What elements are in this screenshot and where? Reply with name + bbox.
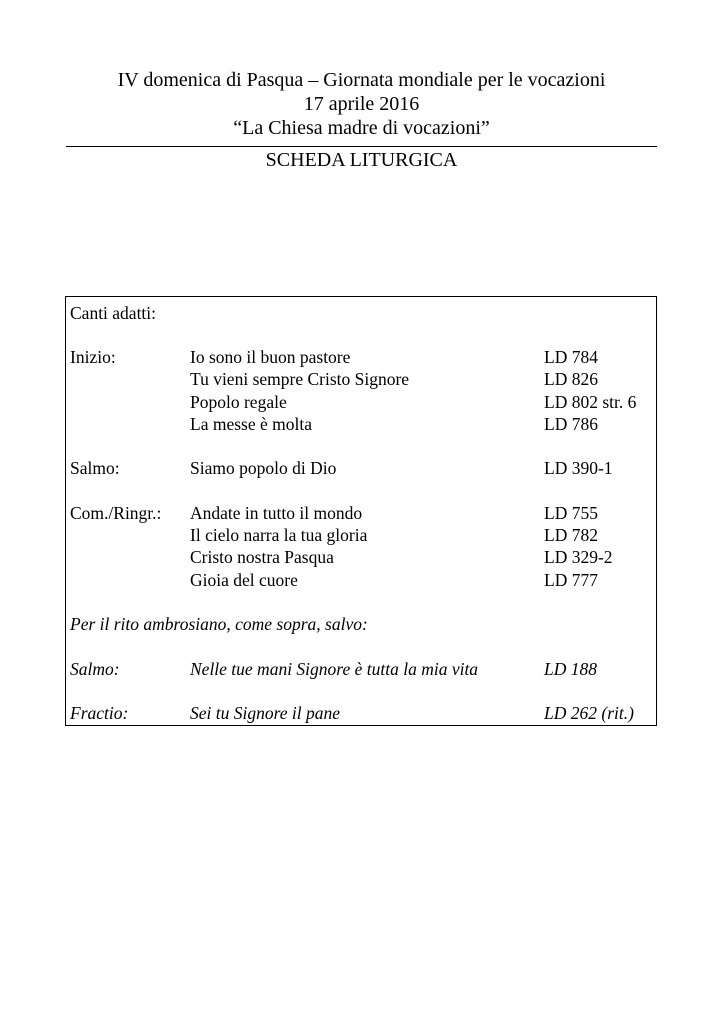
song-title: Andate in tutto il mondo [190,503,363,523]
song-ref: LD 802 str. 6 [544,392,637,412]
song-title: Popolo regale [190,392,287,412]
song-title: Nelle tue mani Signore è tutta la mia vita [190,659,479,679]
song-section-label: Salmo: [70,659,120,679]
song-title: Il cielo narra la tua gloria [190,525,368,545]
song-title: Gioia del cuore [190,570,298,590]
song-ref: LD 786 [544,414,598,434]
song-section-label: Com./Ringr.: [70,503,162,523]
header-divider [66,146,657,147]
song-ref: LD 188 [544,659,597,679]
song-ref: LD 262 (rit.) [544,703,634,723]
song-section-label: Inizio: [70,347,116,367]
song-title: La messe è molta [190,414,312,434]
song-title: Sei tu Signore il pane [190,703,341,723]
document-subtitle: SCHEDA LITURGICA [265,149,458,171]
song-section-label: Fractio: [70,703,129,723]
song-ref: LD 329-2 [544,547,613,567]
ambrosian-note-text: Per il rito ambrosiano, come sopra, salvo: [70,614,368,634]
song-title: Tu vieni sempre Cristo Signore [190,369,410,389]
song-ref: LD 784 [544,347,598,367]
song-section-label: Salmo: [70,458,120,478]
song-ref: LD 390-1 [544,458,613,478]
song-title: Siamo popolo di Dio [190,458,337,478]
header-date: 17 aprile 2016 [303,93,420,115]
song-ref: LD 755 [544,503,598,523]
songs-box [65,296,657,726]
song-title: Cristo nostra Pasqua [190,547,334,567]
document-header [66,68,657,140]
header-theme: “La Chiesa madre di vocazioni” [233,117,490,139]
header-title: IV domenica di Pasqua – Giornata mondiale per le vocazioni [117,69,606,91]
songs-intro-label: Canti adatti: [70,303,157,323]
song-ref: LD 777 [544,570,598,590]
song-ref: LD 826 [544,369,598,389]
song-ref: LD 782 [544,525,598,545]
song-title: Io sono il buon pastore [190,347,351,367]
